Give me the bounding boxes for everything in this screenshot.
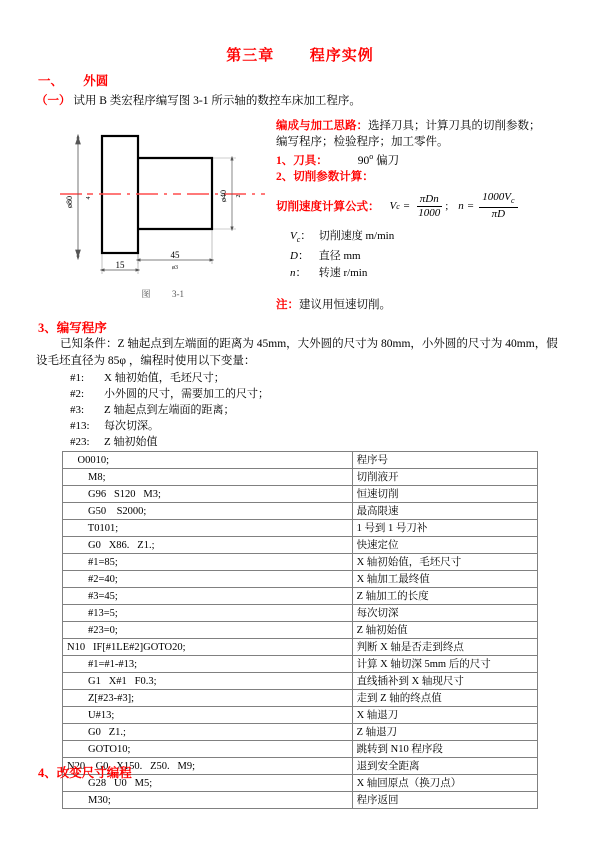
table-row: [63, 503, 538, 520]
program-code-cell: Z[#23-#3];: [63, 690, 353, 707]
program-desc-cell: 程序返回: [352, 792, 537, 809]
dim-text-flange-length: 15: [115, 260, 125, 270]
tool-degree-sign: o: [369, 152, 374, 162]
program-desc-cell: 跳转到 N10 程序段: [352, 741, 537, 758]
change-size-heading: [38, 763, 132, 781]
dim-text-major-diameter: ø80: [65, 196, 74, 208]
tool-spec-line: [276, 152, 399, 168]
formula-label: 切削速度计算公式：: [276, 201, 380, 214]
legend-symbol-vc: [290, 228, 316, 248]
variable-desc: Z 轴起点到左端面的距离；: [104, 404, 235, 416]
table-row: [63, 588, 538, 605]
program-desc-cell: X 轴加工最终值: [352, 571, 537, 588]
page-title-subject: 程序实例: [309, 48, 374, 64]
legend-row-n: [290, 265, 394, 282]
program-code-cell: N20 G0 X150. Z50. M9;: [63, 758, 353, 775]
formula-vc-subscript: c: [396, 201, 400, 211]
program-code-cell: #1=85;: [63, 554, 353, 571]
program-code-cell: G0 Z1.;: [63, 724, 353, 741]
dim-text-shaft-sub: ø3: [172, 265, 178, 271]
approach-line1: 选择刀具；计算刀具的切削参数；: [368, 120, 541, 132]
note-label: 注：: [276, 299, 299, 311]
program-desc-cell: 恒速切削: [352, 486, 537, 503]
variable-key: #3:: [70, 404, 85, 416]
figure-caption-number: 3-1: [172, 289, 184, 299]
formula-fraction-2: [479, 192, 517, 220]
program-code-cell: GOTO10;: [63, 741, 353, 758]
program-code-table: [62, 451, 538, 809]
program-desc-cell: 切削液开: [352, 469, 537, 486]
formula-f2-num-sub: c: [510, 196, 515, 206]
table-row: [63, 469, 538, 486]
variable-desc: 每次切深。: [104, 420, 159, 432]
program-desc-cell: Z 轴初始值: [352, 622, 537, 639]
program-code-cell: #1=#1-#13;: [63, 656, 353, 673]
program-code-cell: G50 S2000;: [63, 503, 353, 520]
dim-text-minor-side: 2: [236, 194, 242, 198]
table-row: [63, 656, 538, 673]
variable-row: [70, 386, 269, 402]
page-title: [0, 44, 600, 65]
legend-vc-main: V: [290, 230, 297, 242]
variable-row: [70, 402, 269, 418]
legend-n-main: n: [290, 267, 296, 280]
write-program-heading: [38, 318, 107, 336]
section-label: 外圆: [83, 74, 109, 88]
program-desc-cell: 直线插补到 X 轴现尺寸: [352, 673, 537, 690]
legend-row-vc: [290, 228, 394, 248]
tool-angle: 90: [357, 155, 370, 167]
legend-symbol-d: [290, 248, 316, 265]
table-row: [63, 486, 538, 503]
legend-text-vc: 切削速度 m/min: [318, 230, 395, 242]
legend-vc-sub: c: [296, 235, 301, 245]
program-desc-cell: Z 轴加工的长度: [352, 588, 537, 605]
change-size-heading-text: 4、改变尺寸编程: [38, 766, 132, 780]
variable-key: #23:: [70, 436, 90, 448]
program-code-cell: #13=5;: [63, 605, 353, 622]
variable-row: [70, 434, 269, 450]
formula-equals-1: =: [402, 200, 411, 213]
legend-vc-colon: ：: [300, 230, 312, 242]
formula-separator: ;: [445, 200, 449, 213]
program-desc-cell: X 轴退刀: [352, 707, 537, 724]
problem-marker: （一）: [36, 95, 71, 107]
program-desc-cell: 计算 X 轴切深 5mm 后的尺寸: [352, 656, 537, 673]
technical-drawing-figure: [60, 132, 270, 312]
table-row: [63, 758, 538, 775]
table-row: [63, 690, 538, 707]
dim-text-minor-diameter: ø40: [219, 190, 228, 202]
tool-label: 1、刀具：: [276, 155, 328, 167]
program-code-cell: G1 X#1 F0.3;: [63, 673, 353, 690]
approach-line2: 编写程序；检验程序；加工零件。: [276, 136, 449, 148]
dim-text-major-side: 4: [86, 196, 92, 200]
note-text: 建议用恒速切削。: [299, 299, 391, 311]
drawing-svg: [60, 132, 270, 312]
program-code-cell: U#13;: [63, 707, 353, 724]
cut-params-heading: [276, 168, 374, 184]
legend-symbol-n: [290, 265, 316, 282]
legend-d-main: D: [290, 250, 298, 263]
approach-block: [276, 118, 596, 150]
table-row: [63, 775, 538, 792]
legend-n-colon: ：: [295, 267, 307, 280]
table-row: [63, 673, 538, 690]
variable-definition-list: [70, 370, 269, 450]
table-row: [63, 537, 538, 554]
table-row: [63, 622, 538, 639]
known-conditions-paragraph: [36, 336, 564, 370]
symbol-legend: [290, 228, 394, 282]
program-code-cell: M30;: [63, 792, 353, 809]
figure-caption-label: 图: [141, 289, 151, 299]
problem-statement: [36, 93, 566, 109]
table-row: [63, 724, 538, 741]
program-code-cell: M8;: [63, 469, 353, 486]
known-conditions-text: 已知条件：Z 轴起点到左端面的距离为 45mm，大外圆的尺寸为 80mm，小外圆的尺寸为 40mm，假设毛坯直径为 85φ ，编程时使用以下变量：: [36, 338, 558, 367]
program-code-cell: G0 X86. Z1.;: [63, 537, 353, 554]
program-code-cell: #2=40;: [63, 571, 353, 588]
table-row: [63, 520, 538, 537]
program-desc-cell: 程序号: [352, 452, 537, 469]
variable-desc: Z 轴初始值: [104, 436, 158, 448]
program-desc-cell: 退到安全距离: [352, 758, 537, 775]
program-table-body: [63, 452, 538, 809]
table-row: [63, 571, 538, 588]
dim-text-shaft-length: 45: [170, 250, 180, 260]
variable-row: [70, 370, 269, 386]
write-program-heading-text: 3、编写程序: [38, 321, 107, 335]
variable-desc: X 轴初始值，毛坯尺寸；: [104, 372, 225, 384]
program-desc-cell: 快速定位: [352, 537, 537, 554]
program-code-cell: O0010;: [63, 452, 353, 469]
program-desc-cell: 走到 Z 轴的终点值: [352, 690, 537, 707]
tool-value: [358, 152, 399, 168]
table-row: [63, 605, 538, 622]
page-title-chapter: 第三章: [226, 48, 275, 64]
note-line: [276, 296, 391, 312]
program-code-cell: #3=45;: [63, 588, 353, 605]
table-row: [63, 707, 538, 724]
table-row: [63, 452, 538, 469]
program-code-cell: N10 IF[#1LE#2]GOTO20;: [63, 639, 353, 656]
legend-text-n: 转速 r/min: [318, 267, 368, 280]
program-desc-cell: X 轴初始值，毛坯尺寸: [352, 554, 537, 571]
program-code-cell: #23=0;: [63, 622, 353, 639]
table-row: [63, 554, 538, 571]
table-row: [63, 639, 538, 656]
formula-f2-numerator: [479, 192, 517, 208]
formula-f2-denominator: πD: [491, 208, 506, 221]
program-desc-cell: 1 号到 1 号刀补: [352, 520, 537, 537]
formula-n-symbol: n: [458, 200, 464, 213]
program-desc-cell: 最高限速: [352, 503, 537, 520]
legend-text-d: 直径 mm: [318, 250, 361, 263]
table-row: [63, 792, 538, 809]
cut-params-label: 2、切削参数计算：: [276, 171, 374, 183]
variable-key: #13:: [70, 420, 90, 432]
variable-row: [70, 418, 269, 434]
section-number: 一、: [38, 74, 64, 88]
program-code-cell: T0101;: [63, 520, 353, 537]
program-code-cell: G28 U0 M5;: [63, 775, 353, 792]
legend-row-d: [290, 248, 394, 265]
variable-desc: 小外圆的尺寸，需要加工的尺寸；: [104, 388, 269, 400]
formula-f1-numerator: πDn: [417, 194, 442, 207]
tool-type: 偏刀: [373, 155, 400, 167]
problem-text: 试用 B 类宏程序编写图 3-1 所示轴的数控车床加工程序。: [73, 95, 361, 107]
program-desc-cell: 判断 X 轴是否走到终点: [352, 639, 537, 656]
program-desc-cell: X 轴回原点（换刀点）: [352, 775, 537, 792]
variable-key: #2:: [70, 388, 85, 400]
program-desc-cell: Z 轴退刀: [352, 724, 537, 741]
cutting-speed-formula-row: [276, 192, 596, 220]
program-desc-cell: 每次切深: [352, 605, 537, 622]
legend-d-colon: ：: [297, 250, 309, 263]
formula-expression: [390, 192, 520, 220]
approach-label: 编成与加工思路：: [276, 120, 368, 132]
section-heading-outer-circle: [38, 71, 108, 89]
formula-f2-num-main: 1000V: [482, 191, 511, 203]
program-code-cell: G96 S120 M3;: [63, 486, 353, 503]
formula-f1-denominator: 1000: [418, 206, 441, 219]
formula-equals-2: =: [466, 200, 475, 213]
formula-fraction-1: [415, 194, 443, 219]
formula-vc-symbol: V: [389, 200, 397, 213]
variable-key: #1:: [70, 372, 85, 384]
table-row: [63, 741, 538, 758]
